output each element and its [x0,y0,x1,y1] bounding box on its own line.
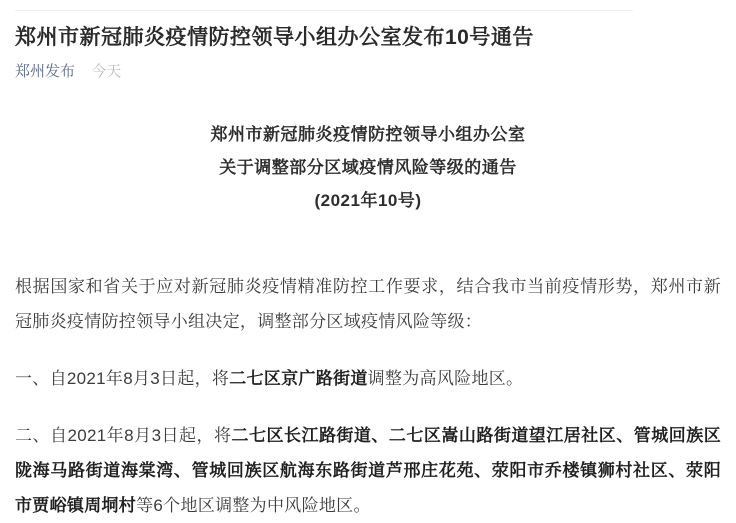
paragraph-intro [15,269,721,339]
account-name-link[interactable]: 郑州发布 [15,63,76,80]
paragraph-item-1-highlight: 二七区京广路街道 [229,369,368,388]
paragraph-item-2-highlight: 二七区长江路街道、二七区嵩山路街道望江居社区、管城回族区陇海马路街道海棠湾、管城回族区航海东路街道芦邢庄花苑、荥阳市乔楼镇狮村社区、荥阳市贾峪镇周垌村 [15,426,721,515]
paragraph-item-1-lead: 一、自2021年8月3日起，将 [15,369,230,388]
paragraph-item-2-lead: 二、自2021年8月3日起，将 [15,426,232,445]
byline [15,62,721,82]
article-page [0,10,736,515]
notice-heading-line-3: (2021年10号) [314,191,422,210]
paragraph-item-1 [15,361,721,396]
notice-heading [15,118,721,217]
article-title: 郑州市新冠肺炎疫情防控领导小组办公室发布10号通告 [15,26,534,49]
paragraph-intro-text: 根据国家和省关于应对新冠肺炎疫情精准防控工作要求，结合我市当前疫情形势，郑州市新冠肺炎疫情防控领导小组决定，调整部分区域疫情风险等级： [15,277,721,331]
notice-heading-line-1: 郑州市新冠肺炎疫情防控领导小组办公室 [210,125,526,144]
top-divider [15,10,633,11]
paragraph-item-2-tail: 等6个地区调整为中风险地区。 [136,496,371,515]
paragraph-item-1-tail: 调整为高风险地区。 [367,369,524,388]
publish-time: 今天 [91,63,122,80]
notice-heading-line-2: 关于调整部分区域疫情风险等级的通告 [219,158,517,177]
paragraph-item-2 [15,418,721,523]
